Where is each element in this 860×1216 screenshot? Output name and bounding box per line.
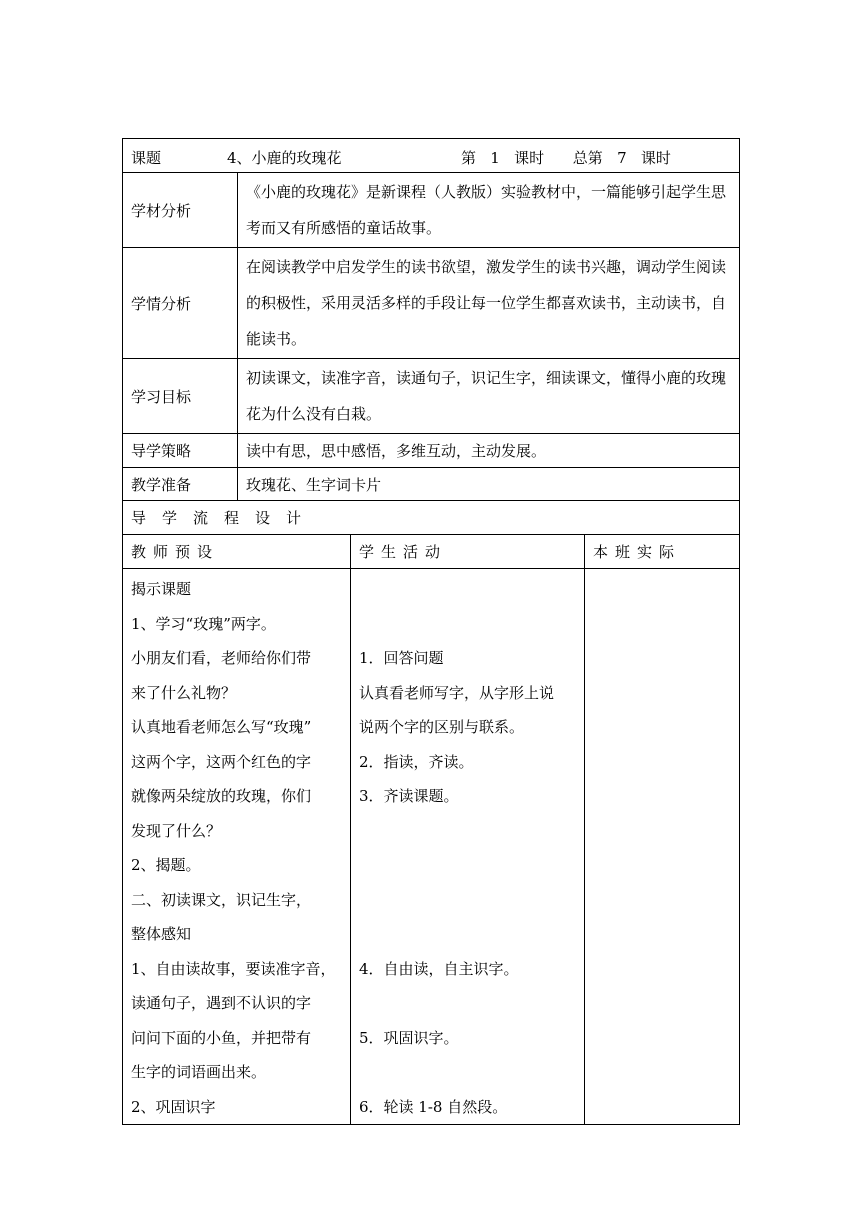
actual-content (585, 569, 740, 1125)
teacher-line: 问问下面的小鱼，并把带有 (131, 1028, 312, 1047)
row-text: 读中有思，思中感悟，多维互动，主动发展。 (238, 434, 740, 468)
teacher-line: 发现了什么？ (131, 821, 222, 840)
student-line: 2．指读，齐读。 (359, 752, 474, 771)
flow-title: 导学流程设计 (123, 501, 740, 535)
student-column-header: 学生活动 (351, 535, 585, 569)
learning-goal-row (123, 359, 740, 434)
row-label: 导学策略 (123, 434, 238, 468)
student-line (359, 917, 576, 952)
teacher-line: 整体感知 (131, 925, 192, 943)
row-text: 《小鹿的玫瑰花》是新课程（人教版）实验教材中，一篇能够引起学生思考而又有所感悟的童话故事。 (238, 173, 740, 248)
student-line: 4．自由读，自主识字。 (359, 959, 519, 978)
teacher-line: 小朋友们看，老师给你们带 (131, 649, 312, 667)
flow-body-row (123, 569, 740, 1125)
teacher-line: 读通句子，遇到不认识的字 (131, 994, 312, 1012)
row-text: 玫瑰花、生字词卡片 (238, 468, 740, 501)
teacher-line: 1、自由读故事，要读准字音， (131, 959, 336, 978)
header-label: 课题 (131, 149, 162, 167)
student-line (359, 1055, 576, 1090)
student-line: 认真看老师写字，从字形上说 (359, 683, 555, 702)
student-line: 说两个字的区别与联系。 (359, 718, 525, 736)
row-label: 教学准备 (123, 468, 238, 501)
teacher-line: 生字的词语画出来。 (131, 1063, 267, 1081)
row-text: 初读课文，读准字音，读通句子，识记生字，细读课文，懂得小鹿的玫瑰花为什么没有白栽。 (238, 359, 740, 434)
period-info: 第 1 课时 总第 7 课时 (461, 149, 671, 167)
teacher-line: 2、揭题。 (131, 856, 201, 874)
preparation-row (123, 468, 740, 501)
teacher-content (123, 569, 351, 1125)
student-line (359, 572, 576, 607)
header-row (123, 139, 740, 173)
student-line (359, 814, 576, 849)
actual-column-header: 本班实际 (585, 535, 740, 569)
teacher-line: 1、学习“玫瑰”两字。 (131, 614, 276, 633)
teacher-line: 就像两朵绽放的玫瑰，你们 (131, 787, 312, 805)
teacher-column-header: 教师预设 (123, 535, 351, 569)
teacher-line: 二、初读课文，识记生字， (131, 890, 312, 909)
analysis-material-row (123, 173, 740, 248)
student-line (359, 883, 576, 918)
teacher-line: 揭示课题 (131, 580, 192, 598)
student-line: 6．轮读 1-8 自然段。 (359, 1097, 508, 1116)
student-content (351, 569, 585, 1125)
header-cell (123, 139, 740, 173)
student-line (359, 848, 576, 883)
row-label: 学习目标 (123, 359, 238, 434)
strategy-row (123, 434, 740, 468)
row-text: 在阅读教学中启发学生的读书欲望，激发学生的读书兴趣，调动学生阅读的积极性，采用灵活多样的手段让每一位学生都喜欢读书，主动读书，自能读书。 (238, 248, 740, 359)
row-label: 学材分析 (123, 173, 238, 248)
lesson-title: 4、小鹿的玫瑰花 (227, 149, 342, 167)
teacher-line: 来了什么礼物？ (131, 683, 237, 702)
row-label: 学情分析 (123, 248, 238, 359)
student-line (359, 607, 576, 642)
teacher-line: 认真地看老师怎么写“玫瑰” (131, 718, 312, 736)
student-line (359, 986, 576, 1021)
analysis-student-row (123, 248, 740, 359)
flow-title-row (123, 501, 740, 535)
teacher-line: 这两个字，这两个红色的字 (131, 752, 312, 771)
student-line: 3．齐读课题。 (359, 787, 459, 805)
lesson-plan-table (122, 138, 740, 1125)
teacher-line: 2、巩固识字 (131, 1097, 216, 1116)
student-line: 5．巩固识字。 (359, 1028, 459, 1047)
student-line: 1．回答问题 (359, 649, 444, 667)
column-header-row (123, 535, 740, 569)
